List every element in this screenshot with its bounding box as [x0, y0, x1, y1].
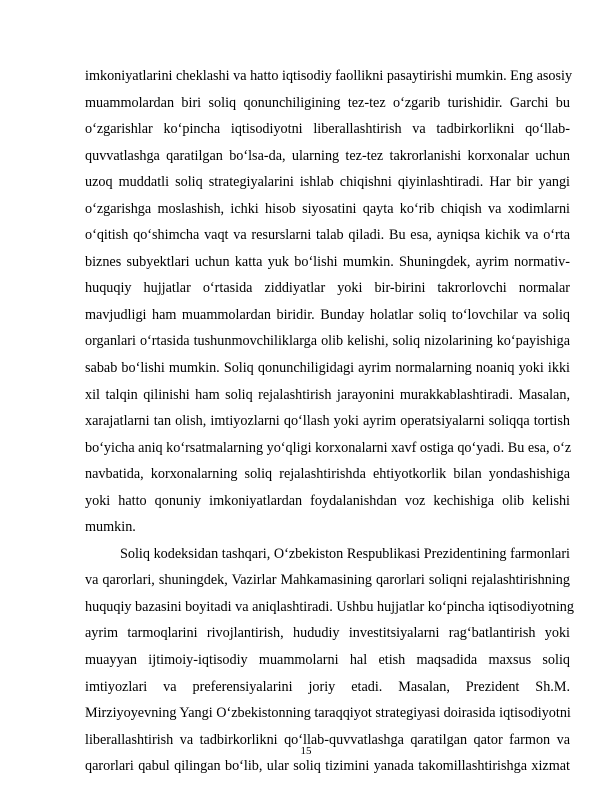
- text-line: navbatida, korxonalarning soliq rejalashtirishda ehtiyotkorlik bilan yondashishiga: [85, 466, 570, 483]
- text-line: xil talqin qilinishi ham soliq rejalashtirish jarayonini murakkablashtiradi. Masalan,: [85, 386, 570, 403]
- page-number: 15: [300, 745, 312, 757]
- text-line: muayyan ijtimoiy-iqtisodiy muammolarni hal etish maqsadida maxsus soliq: [85, 652, 570, 669]
- text-line: o‘zgarishlar ko‘pincha iqtisodiyotni liberallashtirish va tadbirkorlikni qo‘llab-: [85, 121, 570, 138]
- text-line: muammolardan biri soliq qonunchiligining tez-tez o‘zgarib turishidir. Garchi bu: [85, 94, 570, 111]
- text-line: huquqiy bazasini boyitadi va aniqlashtiradi. Ushbu hujjatlar ko‘pincha iqtisodiyotning: [85, 598, 574, 615]
- text-line: quvvatlashga qaratilgan bo‘lsa-da, ularning tez-tez takrorlanishi korxonalar uchun: [85, 147, 570, 164]
- text-line: va qarorlari, shuningdek, Vazirlar Mahkamasining qarorlari soliqni rejalashtirishning: [85, 572, 570, 589]
- text-line: imtiyozlari va preferensiyalarini joriy etadi. Masalan, Prezident Sh.M.: [85, 678, 570, 695]
- text-line: bo‘yicha aniq ko‘rsatmalarning yo‘qligi korxonalarni xavf ostiga qo‘yadi. Bu esa, o‘z: [85, 439, 572, 456]
- text-line: yoki hatto qonuniy imkoniyatlardan foydalanishdan voz kechishiga olib kelishi: [85, 492, 570, 509]
- text-line: uzoq muddatli soliq strategiyalarini ishlab chiqishni qiyinlashtiradi. Har bir yangi: [85, 174, 570, 191]
- text-line: xarajatlarni tan olish, imtiyozlarni qo‘llash yoki ayrim operatsiyalarni soliqqa tortish: [85, 413, 570, 430]
- text-line: organlari o‘rtasida tushunmovchiliklarga olib kelishi, soliq nizolarining ko‘payishiga: [85, 333, 570, 350]
- paragraph-first-line: Soliq kodeksidan tashqari, O‘zbekiston Respublikasi Prezidentining farmonlari: [120, 545, 570, 562]
- text-line: qarorlari qabul qilingan bo‘lib, ular soliq tizimini yanada takomillashtirishga xizmat: [85, 758, 570, 775]
- text-line: huquqiy hujjatlar o‘rtasida ziddiyatlar yoki bir-birini takrorlovchi normalar: [85, 280, 570, 297]
- text-line: mavjudligi ham muammolardan biridir. Bunday holatlar soliq to‘lovchilar va soliq: [85, 306, 570, 323]
- body-text: [85, 63, 574, 780]
- text-line: ayrim tarmoqlarini rivojlantirish, hududiy investitsiyalarni rag‘batlantirish yoki: [85, 625, 570, 642]
- paragraph-end-line: mumkin.: [85, 519, 136, 536]
- text-line: o‘qitish qo‘shimcha vaqt va resurslarni talab qiladi. Bu esa, ayniqsa kichik va o‘rta: [85, 227, 570, 244]
- text-line: Mirziyoyevning Yangi O‘zbekistonning taraqqiyot strategiyasi doirasida iqtisodiyotni: [85, 705, 571, 722]
- text-line: o‘zgarishga moslashish, ichki hisob siyosatini qayta ko‘rib chiqish va xodimlarni: [85, 200, 570, 217]
- text-line: imkoniyatlarini cheklashi va hatto iqtisodiy faollikni pasaytirishi mumkin. Eng asosiy: [85, 68, 573, 84]
- text-line: biznes subyektlari uchun katta yuk bo‘lishi mumkin. Shuningdek, ayrim normativ-: [85, 253, 570, 270]
- text-line: liberallashtirish va tadbirkorlikni qo‘llab-quvvatlashga qaratilgan qator farmon va: [85, 731, 570, 748]
- text-line: sabab bo‘lishi mumkin. Soliq qonunchiligidagi ayrim normalarning noaniq yoki ikki: [85, 360, 570, 377]
